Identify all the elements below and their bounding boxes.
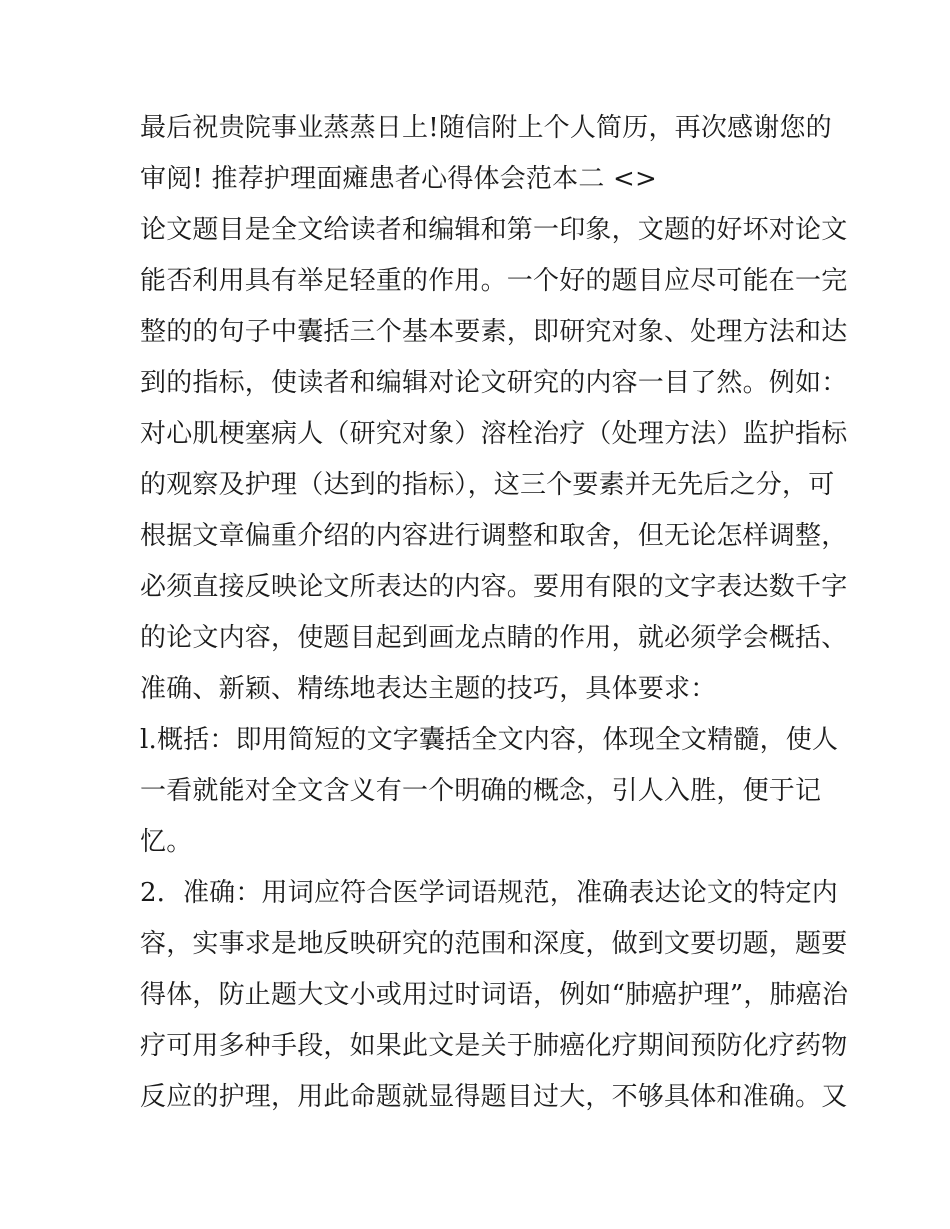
text-line: 论文题目是全文给读者和编辑和第一印象，文题的好坏对论文 — [140, 215, 848, 245]
text-line: 一看就能对全文含义有一个明确的概念，引人入胜，便于记 — [140, 776, 822, 806]
text-line: 疗可用多种手段，如果此文是关于肺癌化疗期间预防化疗药物 — [140, 1031, 848, 1061]
text-line: 到的指标，使读者和编辑对论文研究的内容一目了然。例如： — [140, 368, 848, 398]
text-line: 准确、新颖、精练地表达主题的技巧，具体要求： — [140, 674, 717, 704]
text-line: 最后祝贵院事业蒸蒸日上!随信附上个人简历，再次感谢您的 — [140, 113, 832, 143]
text-line: 对心肌梗塞病人（研究对象）溶栓治疗（处理方法）监护指标 — [140, 419, 848, 449]
text-line: 得体，防止题大文小或用过时词语，例如“肺癌护理”，肺癌治 — [140, 980, 849, 1010]
text-line: 2．准确：用词应符合医学词语规范，准确表达论文的特定内 — [140, 878, 838, 908]
text-line: 能否利用具有举足轻重的作用。一个好的题目应尽可能在一完 — [140, 266, 848, 296]
text-line: l.概括：即用简短的文字囊括全文内容，体现全文精髓，使人 — [140, 725, 839, 755]
text-line: 忆。 — [140, 827, 193, 857]
text-line: 根据文章偏重介绍的内容进行调整和取舍，但无论怎样调整， — [140, 521, 848, 551]
text-line: 必须直接反映论文所表达的内容。要用有限的文字表达数千字 — [140, 572, 848, 602]
text-line: 容，实事求是地反映研究的范围和深度，做到文要切题，题要 — [140, 929, 848, 959]
text-line: 整的的句子中囊括三个基本要素，即研究对象、处理方法和达 — [140, 317, 848, 347]
text-line: 反应的护理，用此命题就显得题目过大，不够具体和准确。又 — [140, 1082, 848, 1112]
text-line: 的论文内容，使题目起到画龙点睛的作用，就必须学会概括、 — [140, 623, 848, 653]
text-line: 审阅! 推荐护理面瘫患者心得体会范本二 <> — [140, 164, 657, 194]
text-line: 的观察及护理（达到的指标），这三个要素并无先后之分，可 — [140, 470, 835, 500]
